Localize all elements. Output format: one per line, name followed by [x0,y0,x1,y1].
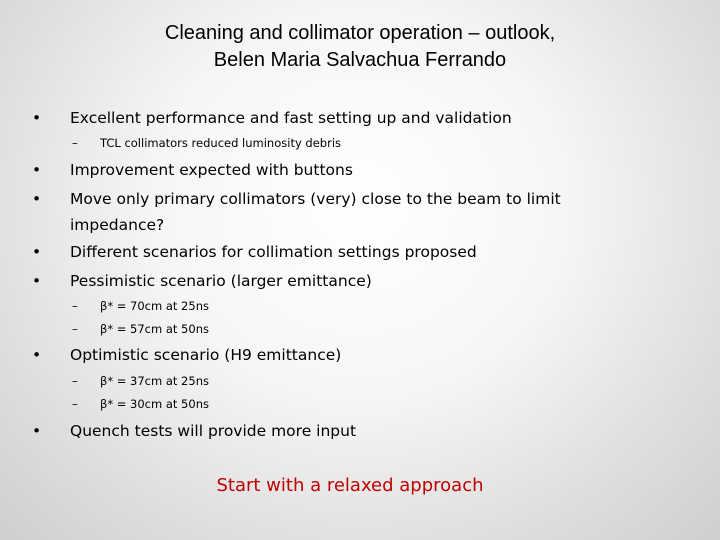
bullet-dot: • [32,346,42,364]
bullet-item [32,105,632,131]
bullet-text: Different scenarios for collimation settings proposed [70,243,477,261]
sub-bullet-text: β* = 57cm at 50ns [100,322,209,336]
bullet-dot: • [32,190,42,208]
bullet-item [32,418,632,444]
bullet-dot: • [32,109,42,127]
sub-bullet-text: β* = 70cm at 25ns [100,299,209,313]
sub-bullet-text: β* = 30cm at 50ns [100,397,209,411]
sub-bullet-dash: – [72,322,78,336]
bullet-item [32,268,632,294]
sub-bullet-dash: – [72,397,78,411]
bullet-text: Move only primary collimators (very) close to the beam to limit impedance? [70,190,561,234]
bullet-item [32,186,592,238]
sub-bullet-dash: – [72,136,78,150]
sub-bullet-text: TCL collimators reduced luminosity debris [100,136,342,150]
sub-bullet-dash: – [72,299,78,313]
bullet-dot: • [32,272,42,290]
slide-title-line-2: Belen Maria Salvachua Ferrando [213,49,507,71]
bullet-dot: • [32,422,42,440]
sub-bullet-text: β* = 37cm at 25ns [100,374,209,388]
bullet-text: Improvement expected with buttons [70,161,353,179]
callout-text: Start with a relaxed approach [216,475,484,496]
sub-bullet-item [72,394,632,414]
slide-title-line-1: Cleaning and collimator operation – outlook, [164,22,556,44]
sub-bullet-item [72,319,632,339]
sub-bullet-dash: – [72,374,78,388]
bullet-text: Optimistic scenario (H9 emittance) [70,346,342,364]
bullet-text: Excellent performance and fast setting up and validation [70,109,512,127]
bullet-item [32,239,632,265]
bullet-dot: • [32,243,42,261]
sub-bullet-item [72,296,632,316]
bullet-text: Pessimistic scenario (larger emittance) [70,272,372,290]
bullet-text: Quench tests will provide more input [70,422,357,440]
sub-bullet-item [72,371,632,391]
slide-title [60,20,660,74]
bullet-dot: • [32,161,42,179]
bullet-item [32,157,632,183]
bullet-item [32,342,632,368]
sub-bullet-item [72,133,632,153]
